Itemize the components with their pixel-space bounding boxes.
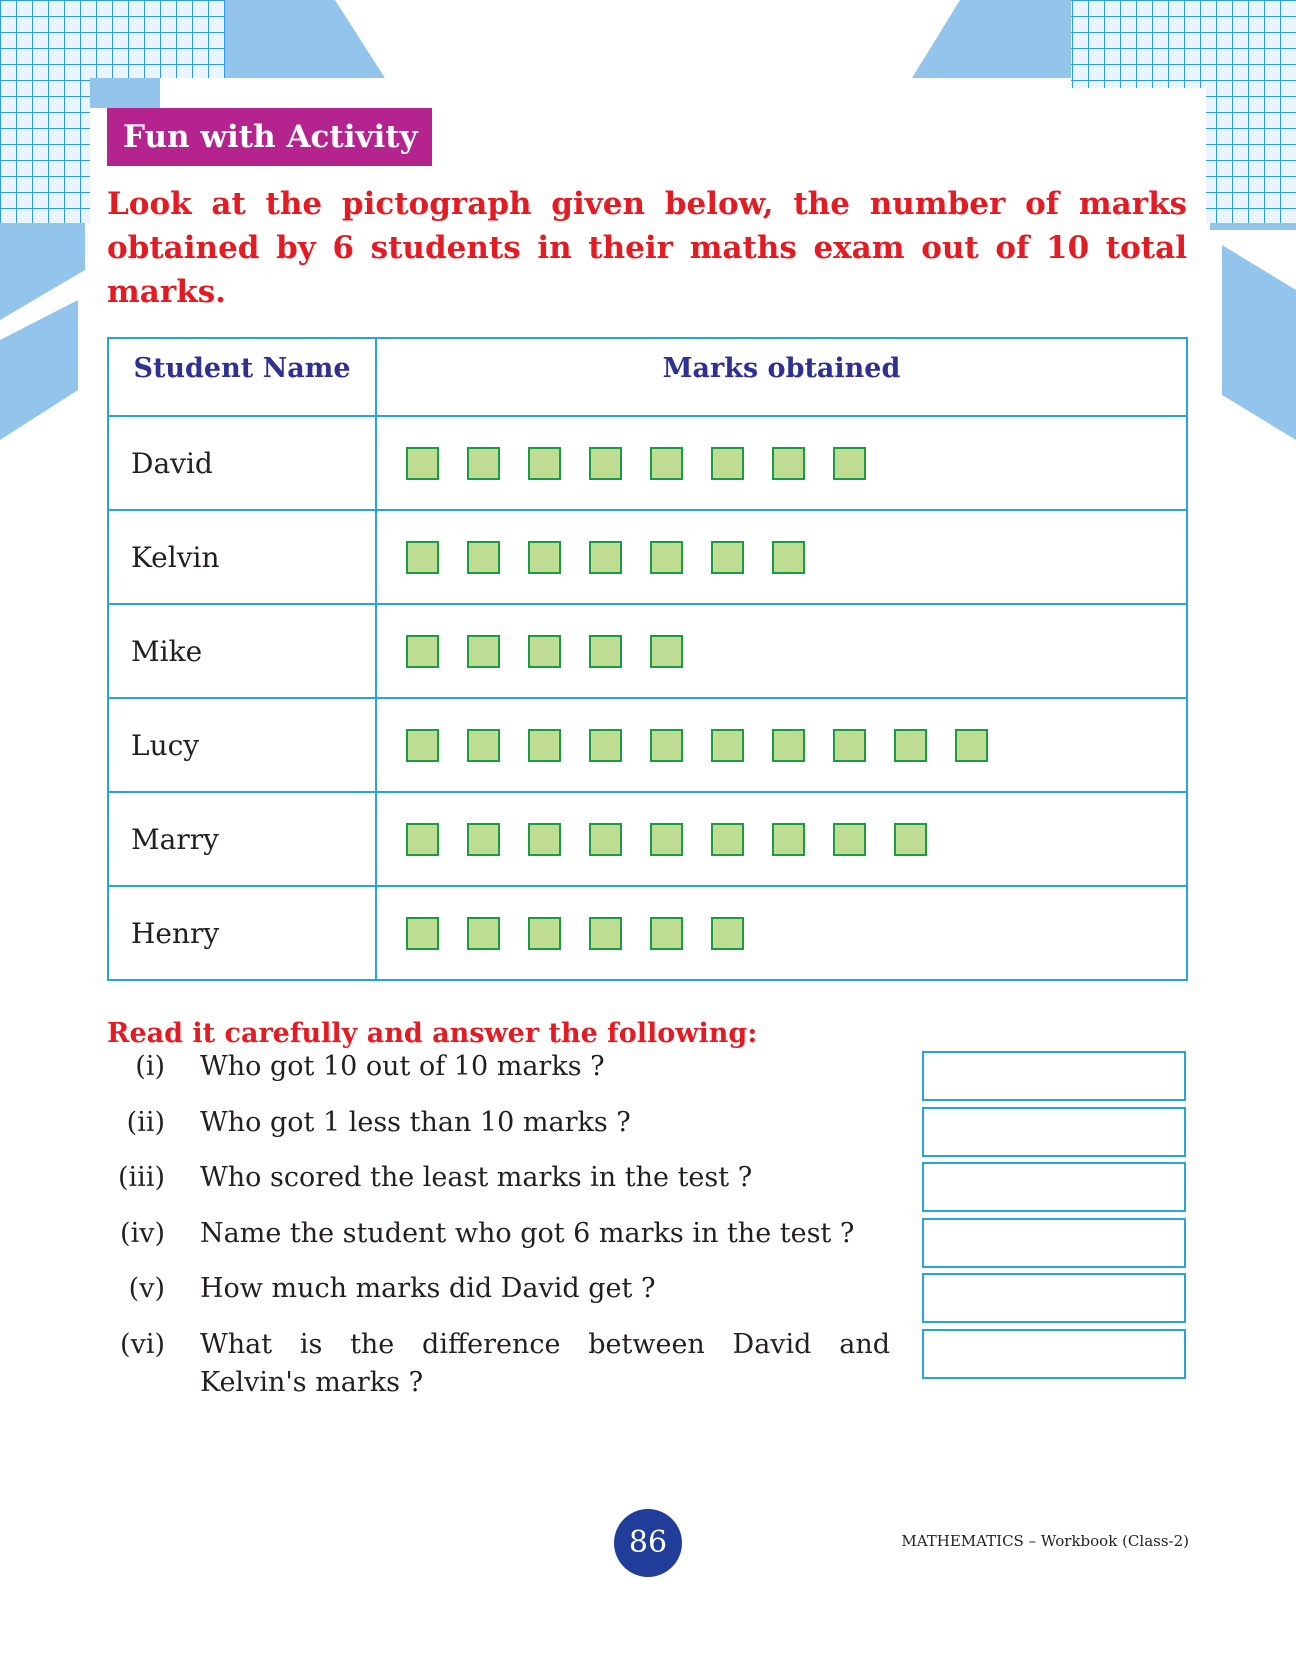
answer-box[interactable] bbox=[922, 1329, 1186, 1379]
green-square-icon bbox=[711, 729, 744, 762]
table-row bbox=[108, 886, 1187, 980]
green-square-icon bbox=[467, 823, 500, 856]
marks-cell bbox=[376, 510, 1187, 604]
green-square-icon bbox=[467, 447, 500, 480]
question-text: Who got 10 out of 10 marks ? bbox=[200, 1051, 605, 1082]
green-square-icon bbox=[406, 447, 439, 480]
marks-cell bbox=[376, 604, 1187, 698]
question-number: (iv) bbox=[120, 1218, 165, 1249]
table-row bbox=[108, 792, 1187, 886]
green-square-icon bbox=[467, 635, 500, 668]
header-student-name: Student Name bbox=[108, 338, 376, 416]
answer-box[interactable] bbox=[922, 1218, 1186, 1268]
green-square-icon bbox=[589, 917, 622, 950]
green-square-icon bbox=[650, 917, 683, 950]
pictograph-table bbox=[107, 337, 1188, 981]
green-square-icon bbox=[772, 823, 805, 856]
green-square-icon bbox=[528, 541, 561, 574]
student-name: Kelvin bbox=[108, 510, 376, 604]
green-square-icon bbox=[650, 541, 683, 574]
green-square-icon bbox=[772, 729, 805, 762]
green-square-icon bbox=[406, 729, 439, 762]
question-number: (i) bbox=[135, 1051, 165, 1082]
book-title: MATHEMATICS – Workbook (Class-2) bbox=[901, 1532, 1189, 1550]
green-square-icon bbox=[528, 823, 561, 856]
green-square-icon bbox=[650, 447, 683, 480]
student-name: Lucy bbox=[108, 698, 376, 792]
question-text: Who got 1 less than 10 marks ? bbox=[200, 1107, 631, 1138]
answer-box[interactable] bbox=[922, 1273, 1186, 1323]
table-row bbox=[108, 604, 1187, 698]
green-square-icon bbox=[772, 541, 805, 574]
student-name: Marry bbox=[108, 792, 376, 886]
green-square-icon bbox=[711, 823, 744, 856]
green-square-icon bbox=[772, 447, 805, 480]
question-text: Who scored the least marks in the test ? bbox=[200, 1162, 753, 1193]
green-square-icon bbox=[589, 541, 622, 574]
green-square-icon bbox=[589, 635, 622, 668]
green-square-icon bbox=[833, 823, 866, 856]
green-square-icon bbox=[711, 917, 744, 950]
question-number: (v) bbox=[128, 1273, 165, 1304]
green-square-icon bbox=[711, 447, 744, 480]
green-square-icon bbox=[406, 823, 439, 856]
instruction-text: Look at the pictograph given below, the number of marks obtained by 6 students in their maths exam out of 10 total marks. bbox=[107, 186, 1187, 310]
green-square-icon bbox=[589, 447, 622, 480]
table-row bbox=[108, 510, 1187, 604]
marks-cell bbox=[376, 698, 1187, 792]
table-row bbox=[108, 416, 1187, 510]
green-square-icon bbox=[528, 447, 561, 480]
green-square-icon bbox=[955, 729, 988, 762]
green-square-icon bbox=[406, 635, 439, 668]
marks-cell bbox=[376, 792, 1187, 886]
question-text: How much marks did David get ? bbox=[200, 1273, 656, 1304]
table-row bbox=[108, 698, 1187, 792]
question-number: (vi) bbox=[120, 1329, 165, 1360]
green-square-icon bbox=[833, 447, 866, 480]
green-square-icon bbox=[406, 917, 439, 950]
question-number: (iii) bbox=[118, 1162, 165, 1193]
page-number: 86 bbox=[614, 1509, 682, 1577]
green-square-icon bbox=[711, 541, 744, 574]
green-square-icon bbox=[650, 823, 683, 856]
green-square-icon bbox=[528, 635, 561, 668]
activity-badge: Fun with Activity bbox=[107, 108, 432, 166]
green-square-icon bbox=[833, 729, 866, 762]
student-name: Henry bbox=[108, 886, 376, 980]
green-square-icon bbox=[406, 541, 439, 574]
green-square-icon bbox=[894, 823, 927, 856]
pictograph-header-row bbox=[108, 338, 1187, 416]
green-square-icon bbox=[528, 729, 561, 762]
marks-cell bbox=[376, 886, 1187, 980]
question-text: What is the difference between David and Kelvin's marks ? bbox=[200, 1329, 890, 1398]
green-square-icon bbox=[650, 635, 683, 668]
answer-box[interactable] bbox=[922, 1107, 1186, 1157]
green-square-icon bbox=[528, 917, 561, 950]
green-square-icon bbox=[589, 729, 622, 762]
answer-box[interactable] bbox=[922, 1051, 1186, 1101]
green-square-icon bbox=[467, 729, 500, 762]
green-square-icon bbox=[467, 541, 500, 574]
student-name: David bbox=[108, 416, 376, 510]
green-square-icon bbox=[589, 823, 622, 856]
question-number: (ii) bbox=[126, 1107, 165, 1138]
green-square-icon bbox=[467, 917, 500, 950]
header-marks-obtained: Marks obtained bbox=[376, 338, 1187, 416]
question-text: Name the student who got 6 marks in the test ? bbox=[200, 1218, 855, 1249]
answer-box[interactable] bbox=[922, 1162, 1186, 1212]
green-square-icon bbox=[894, 729, 927, 762]
questions-heading: Read it carefully and answer the following: bbox=[107, 1018, 758, 1049]
marks-cell bbox=[376, 416, 1187, 510]
green-square-icon bbox=[650, 729, 683, 762]
student-name: Mike bbox=[108, 604, 376, 698]
